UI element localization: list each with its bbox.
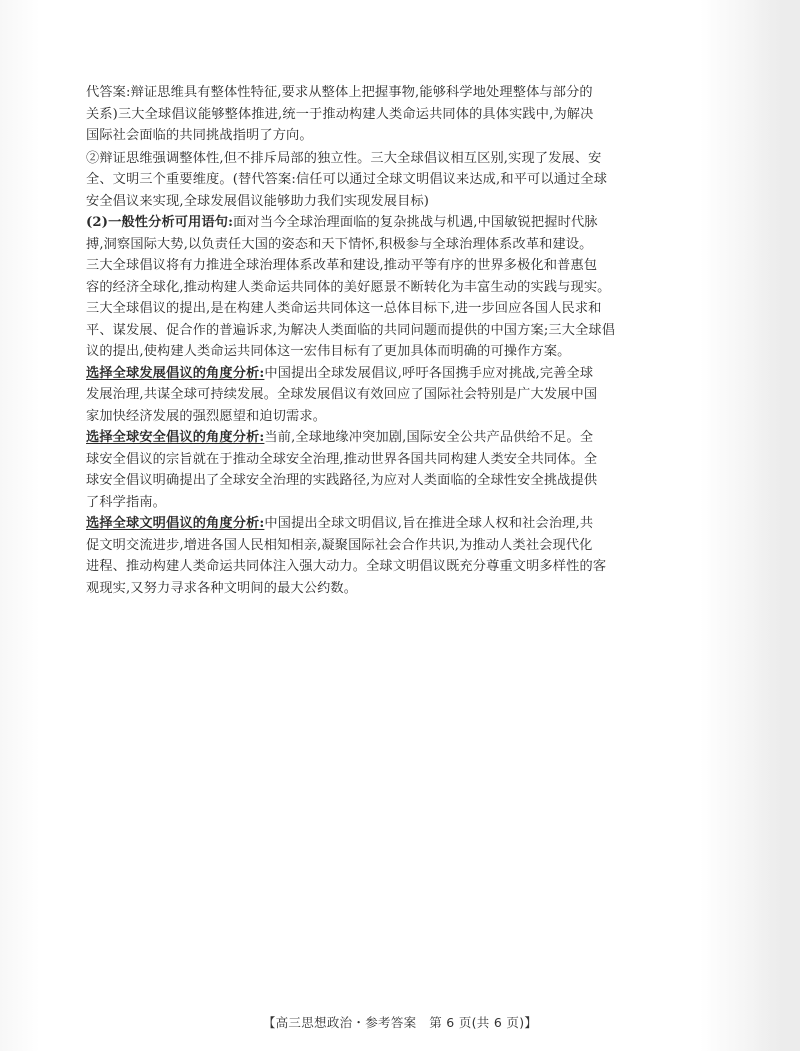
text-line: 平、谋发展、促合作的普遍诉求,为解决人类面临的共同问题而提供的中国方案;三大全球倡: [86, 322, 616, 338]
answer-content: [86, 82, 690, 599]
page-edge-shadow: [754, 0, 800, 1051]
general-analysis-first-line: [86, 212, 690, 234]
text-line: 观现实,又努力寻求各种文明间的最大公约数。: [86, 580, 358, 596]
security-analysis-text: 当前,全球地缘冲突加剧,国际安全公共产品供给不足。全: [264, 430, 594, 445]
text-line: ②辩证思维强调整体性,但不排斥局部的独立性。三大全球倡议相互区别,实现了发展、安: [86, 150, 602, 166]
text-line: 进程、推动构建人类命运共同体注入强大动力。全球文明倡议既充分尊重文明多样性的客: [86, 559, 607, 574]
development-analysis-first-line: [86, 363, 690, 385]
text-line: 了科学指南。: [86, 494, 167, 510]
civilization-analysis-text: 中国提出全球文明倡议,旨在推进全球人权和社会治理,共: [264, 516, 594, 531]
page-footer: 【高三思想政治・参考答案 第 6 页(共 6 页)】: [262, 1015, 538, 1030]
text-line: 搏,洞察国际大势,以负责任大国的姿态和天下情怀,积极参与全球治理体系改革和建设。: [86, 236, 593, 252]
text-line: 容的经济全球化,推动构建人类命运共同体的美好愿景不断转化为丰富生动的实践与现实。: [86, 279, 611, 295]
text-line: 议的提出,使构建人类命运共同体这一宏伟目标有了更加具体而明确的可操作方案。: [86, 344, 571, 359]
text-line: 代答案:辩证思维具有整体性特征,要求从整体上把握事物,能够科学地处理整体与部分的: [86, 85, 593, 100]
civilization-analysis-first-line: [86, 513, 690, 535]
text-line: 三大全球倡议将有力推进全球治理体系改革和建设,推动平等有序的世界多极化和普惠包: [86, 258, 598, 273]
development-analysis-text: 中国提出全球发展倡议,呼吁各国携手应对挑战,完善全球: [264, 365, 594, 381]
text-line: 球安全倡议的宗旨就在于推动全球安全治理,推动世界各国共同构建人类安全共同体。全: [86, 451, 598, 467]
general-analysis-lead: (2)一般性分析可用语句:: [86, 215, 234, 230]
text-line: 发展治理,共谋全球可持续发展。全球发展倡议有效回应了国际社会特别是广大发展中国: [86, 387, 598, 402]
text-line: 全、文明三个重要维度。(替代答案:信任可以通过全球文明倡议来达成,和平可以通过全球: [86, 172, 608, 187]
general-analysis-text: 面对当今全球治理面临的复杂挑战与机遇,中国敏锐把握时代脉: [233, 215, 598, 230]
development-analysis-lead: 选择全球发展倡议的角度分析:: [86, 365, 265, 381]
text-line: 安全倡议来实现,全球发展倡议能够助力我们实现发展目标): [86, 193, 430, 209]
text-line: 促文明交流进步,增进各国人民相知相亲,凝聚国际社会合作共识,为推动人类社会现代化: [86, 537, 593, 553]
text-line: 国际社会面临的共同挑战指明了方向。: [86, 128, 313, 143]
text-line: 球安全倡议明确提出了全球安全治理的实践路径,为应对人类面临的全球性安全挑战提供: [86, 473, 598, 488]
text-line: 三大全球倡议的提出,是在构建人类命运共同体这一总体目标下,进一步回应各国人民求和: [86, 301, 602, 316]
text-line: 关系)三大全球倡议能够整体推进,统一于推动构建人类命运共同体的具体实践中,为解决: [86, 106, 594, 122]
civilization-analysis-lead: 选择全球文明倡议的角度分析:: [86, 516, 265, 531]
security-analysis-lead: 选择全球安全倡议的角度分析:: [86, 430, 265, 445]
security-analysis-first-line: [86, 427, 690, 449]
text-line: 家加快经济发展的强烈愿望和迫切需求。: [86, 408, 327, 424]
